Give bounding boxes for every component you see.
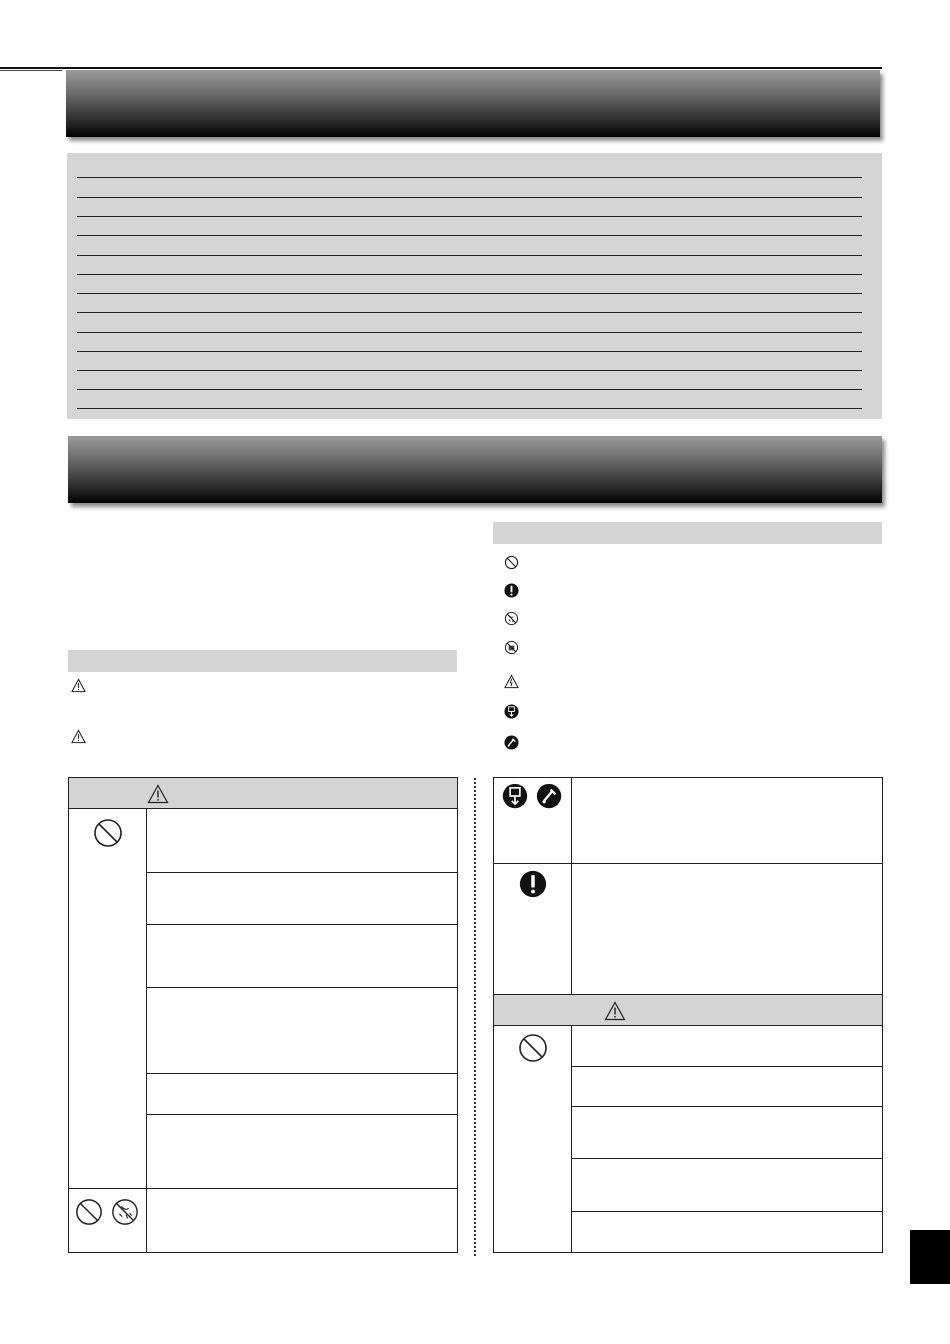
top-rule	[0, 67, 882, 69]
page-number	[910, 1230, 911, 1231]
row-divider	[146, 924, 458, 925]
row-divider	[146, 872, 458, 873]
unplug-icon	[502, 783, 528, 809]
caution-table-header	[494, 994, 882, 1026]
symbols-legend-header-text	[493, 522, 494, 523]
warning-legend-header	[68, 650, 457, 672]
row-divider	[69, 1188, 458, 1189]
warning-table-header	[69, 778, 457, 809]
toc-entry-line	[77, 312, 862, 313]
unplug-icon	[504, 704, 519, 719]
toc-entry-line	[77, 408, 862, 409]
page-edge-tab	[910, 1230, 950, 1284]
toc-entry-line	[77, 177, 862, 178]
caution-triangle-icon	[604, 1001, 626, 1021]
toc-entry-line	[77, 389, 862, 390]
toc-entry-line	[77, 274, 862, 275]
ground-icon	[536, 783, 562, 809]
row-divider	[146, 1073, 458, 1074]
prohibition-icon	[518, 1033, 548, 1063]
row-divider	[146, 1114, 458, 1115]
toc-entry-line	[77, 197, 862, 198]
toc-entry-line	[77, 351, 862, 352]
warning-triangle-icon	[147, 784, 169, 804]
table-of-contents	[67, 153, 882, 419]
column-divider	[571, 1025, 572, 1253]
ground-icon	[504, 735, 519, 750]
no-water-icon	[111, 1198, 139, 1226]
section-title-bar-safety	[68, 436, 882, 503]
caution-triangle-icon	[71, 729, 86, 744]
toc-entry-line	[77, 332, 862, 333]
column-divider-dotted	[474, 778, 476, 1256]
mandatory-icon	[519, 870, 547, 898]
warning-legend-header-text	[68, 650, 69, 651]
prohibition-icon	[75, 1198, 103, 1226]
column-divider	[571, 778, 572, 995]
toc-entry-line	[77, 370, 862, 371]
toc-entry-line	[77, 216, 862, 217]
toc-entry-line	[77, 255, 862, 256]
row-divider	[571, 1066, 883, 1067]
warning-triangle-icon	[71, 678, 86, 693]
mandatory-icon	[504, 583, 519, 598]
right-safety-table	[493, 777, 883, 1253]
no-water-icon	[504, 611, 519, 626]
electric-shock-warning-icon	[504, 674, 519, 689]
no-wet-hands-icon	[504, 640, 519, 655]
warning-table	[68, 777, 458, 1253]
row-divider	[494, 863, 883, 864]
row-divider	[146, 987, 458, 988]
top-rule-thin	[0, 70, 62, 71]
prohibition-icon	[504, 555, 519, 570]
row-divider	[571, 1211, 883, 1212]
section-title-contents	[66, 70, 67, 71]
toc-entry-line	[77, 293, 862, 294]
toc-entry-line	[77, 235, 862, 236]
section-title-bar-contents	[66, 70, 880, 137]
symbols-legend-header	[493, 522, 882, 544]
column-divider	[146, 808, 147, 1253]
prohibition-icon	[93, 818, 123, 848]
row-divider	[571, 1106, 883, 1107]
section-title-safety	[68, 436, 69, 437]
row-divider	[571, 1158, 883, 1159]
